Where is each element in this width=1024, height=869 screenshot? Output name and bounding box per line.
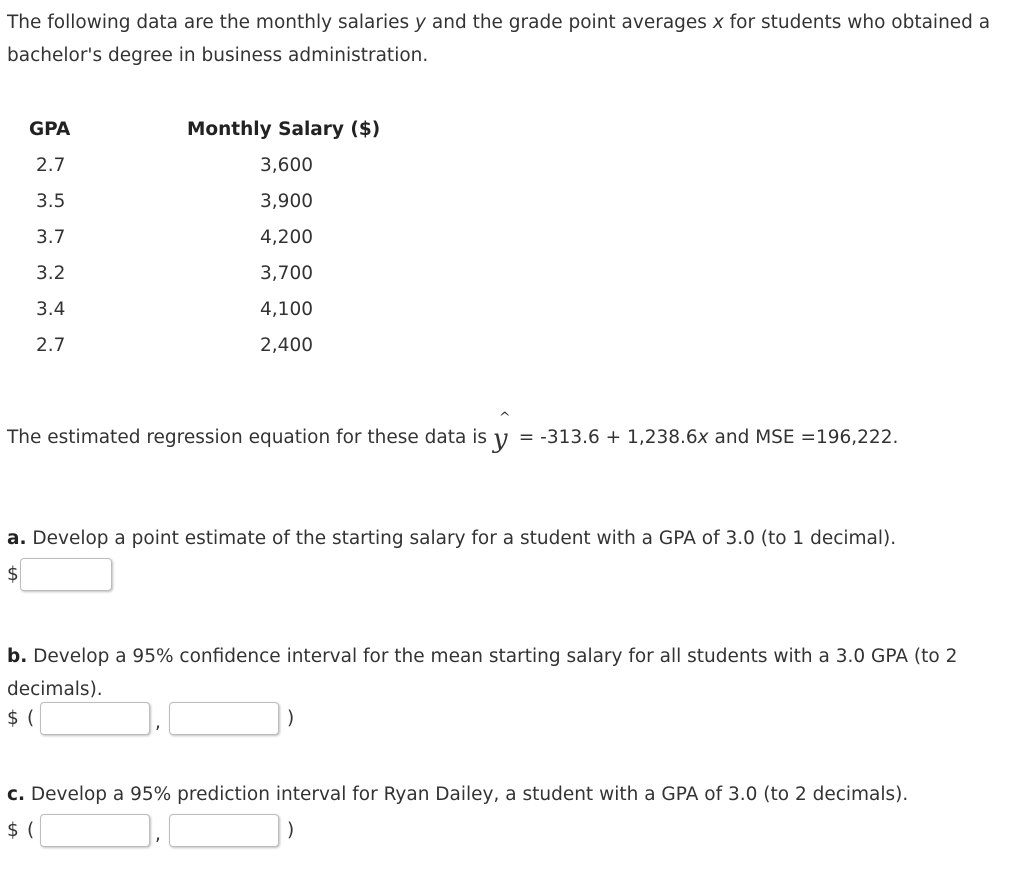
gpa-cell: 3.4 [36,299,66,320]
yhat-symbol [492,410,513,454]
close-paren: ) [287,820,295,841]
close-paren: ) [287,708,295,729]
salary-cell: 3,900 [260,191,313,212]
gpa-cell: 2.7 [36,335,66,356]
regression-prefix: The estimated regression equation for these data is [7,427,493,448]
open-paren: ( [27,708,35,729]
question-b [7,640,1012,706]
intro-var-y: y [415,12,426,33]
hat-symbol: ^ [498,410,511,426]
question-c [7,784,908,805]
intro-part2: and the grade point averages [426,12,713,33]
question-b-label: b. [7,646,28,667]
currency-symbol: $ [7,708,19,729]
question-a-label: a. [7,528,27,549]
salary-cell: 4,100 [260,299,313,320]
salary-cell: 4,200 [260,227,313,248]
confidence-upper-input[interactable] [169,702,279,735]
intro-part1: The following data are the monthly salaries [7,12,416,33]
salary-cell: 3,700 [260,263,313,284]
question-a [7,528,896,549]
gpa-header: GPA [29,119,71,140]
gpa-cell: 2.7 [36,155,66,176]
currency-symbol: $ [7,820,19,841]
comma: , [155,824,161,845]
y-symbol: y [492,424,508,454]
question-c-label: c. [7,784,25,805]
intro-var-x: x [712,12,724,33]
point-estimate-input[interactable] [20,558,112,591]
question-b-text: Develop a 95% confidence interval for the mean starting salary for all students with a 3.0 GPA (to 2 decimals). [7,646,958,700]
confidence-lower-input[interactable] [40,702,150,735]
gpa-cell: 3.5 [36,191,66,212]
intro-text [7,6,1022,72]
regression-equation: = -313.6 + 1,238.6 [518,427,698,448]
currency-symbol: $ [7,564,19,585]
comma: , [155,712,161,733]
prediction-lower-input[interactable] [40,814,150,847]
mse-text: and MSE =196,222. [708,427,899,448]
salary-header: Monthly Salary ($) [187,119,381,140]
prediction-upper-input[interactable] [169,814,279,847]
open-paren: ( [27,820,35,841]
intro-part3: for students who obtained a bachelor's degree in business administration. [7,12,991,66]
regression-text [7,410,899,454]
salary-cell: 3,600 [260,155,313,176]
gpa-cell: 3.2 [36,263,66,284]
question-a-text: Develop a point estimate of the starting salary for a student with a GPA of 3.0 (to 1 decimal). [26,528,897,549]
gpa-cell: 3.7 [36,227,66,248]
regression-var-x: x [697,427,709,448]
salary-cell: 2,400 [260,335,313,356]
question-c-text: Develop a 95% prediction interval for Ryan Dailey, a student with a GPA of 3.0 (to 2 decimals). [25,784,909,805]
